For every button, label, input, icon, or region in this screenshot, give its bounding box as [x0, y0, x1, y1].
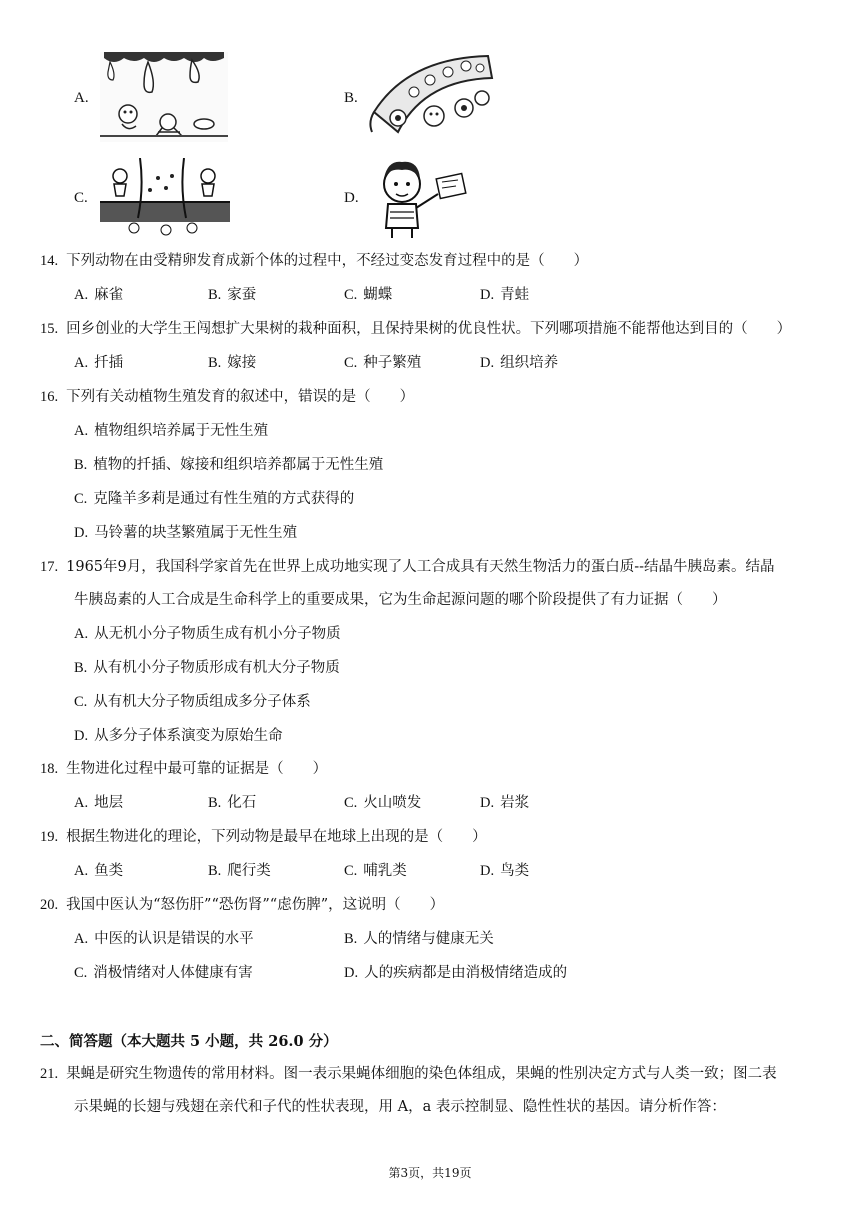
question-number: 18. [40, 761, 59, 777]
q17-option-b[interactable]: B. 从有机小分子物质形成有机大分子物质 [74, 660, 340, 676]
q15-option-a[interactable]: A. 扦插 [74, 355, 124, 371]
question-16 [40, 387, 414, 407]
q15-option-c[interactable]: C. 种子繁殖 [344, 355, 422, 371]
section-heading: 二、简答题（本大题共 5 小题，共 26.0 分） [40, 1033, 338, 1050]
q16-option-c[interactable]: C. 克隆羊多莉是通过有性生殖的方式获得的 [74, 491, 355, 507]
question-text: 下列动物在由受精卵发育成新个体的过程中，不经过变态发育过程中的是（ ） [66, 253, 589, 269]
question-number: 20. [40, 897, 59, 913]
q19-option-b[interactable]: B. 爬行类 [208, 863, 271, 879]
q20-option-d[interactable]: D. 人的疾病都是由消极情绪造成的 [344, 965, 568, 981]
question-text: 下列有关动植物生殖发育的叙述中，错误的是（ ） [66, 389, 415, 405]
q18-option-b[interactable]: B. 化石 [208, 795, 257, 811]
question-text: 回乡创业的大学生王闯想扩大果树的栽种面积，且保持果树的优良性状。下列哪项措施不能帮他达到目的（ ） [66, 321, 792, 337]
q18-option-c[interactable]: C. 火山喷发 [344, 795, 422, 811]
q20-option-a[interactable]: A. 中医的认识是错误的水平 [74, 931, 254, 947]
boy-holding-item-illustration-icon [368, 156, 474, 240]
question-number: 17. [40, 559, 59, 575]
question-number: 15. [40, 321, 59, 337]
option-b-label: B. [344, 90, 358, 106]
q17-option-d[interactable]: D. 从多分子体系演变为原始生命 [74, 728, 283, 744]
question-17-continued: 牛胰岛素的人工合成是生命科学上的重要成果，它为生命起源问题的哪个阶段提供了有力证据（ ） [74, 592, 727, 608]
q17-option-a[interactable]: A. 从无机小分子物质生成有机小分子物质 [74, 626, 341, 642]
blood-vessel-cells-illustration-icon [368, 52, 494, 144]
question-text: 根据生物进化的理论，下列动物是最早在地球上出现的是（ ） [66, 829, 487, 845]
question-18 [40, 759, 327, 779]
q16-option-b[interactable]: B. 植物的扦插、嫁接和组织培养都属于无性生殖 [74, 457, 384, 473]
question-number: 19. [40, 829, 59, 845]
q18-option-d[interactable]: D. 岩浆 [480, 795, 530, 811]
question-21-continued: 示果蝇的长翅与残翅在亲代和子代的性状表现，用 A，a 表示控制显、隐性性状的基因。请分析作答： [74, 1099, 726, 1115]
q14-option-b[interactable]: B. 家蚕 [208, 287, 257, 303]
question-text: 我国中医认为“怒伤肝”“恐伤肾”“虑伤脾”，这说明（ ） [66, 897, 445, 913]
q20-option-b[interactable]: B. 人的情绪与健康无关 [344, 931, 494, 947]
question-number: 16. [40, 389, 59, 405]
question-21 [40, 1064, 777, 1084]
q14-option-a[interactable]: A. 麻雀 [74, 287, 124, 303]
question-number: 14. [40, 253, 59, 269]
question-text: 1965年9月，我国科学家首先在世界上成功地实现了人工合成具有天然生物活力的蛋白质--结晶牛胰岛素。结晶 [66, 559, 775, 575]
question-14 [40, 251, 588, 271]
q19-option-a[interactable]: A. 鱼类 [74, 863, 124, 879]
question-text: 生物进化过程中最可靠的证据是（ ） [66, 761, 328, 777]
q17-option-c[interactable]: C. 从有机大分子物质组成多分子体系 [74, 694, 311, 710]
question-15 [40, 319, 791, 339]
option-d-label: D. [344, 190, 359, 206]
q16-option-d[interactable]: D. 马铃薯的块茎繁殖属于无性生殖 [74, 525, 298, 541]
question-19 [40, 827, 487, 847]
skin-hair-figures-illustration-icon [100, 158, 230, 238]
q19-option-c[interactable]: C. 哺乳类 [344, 863, 407, 879]
q15-option-d[interactable]: D. 组织培养 [480, 355, 559, 371]
page-footer: 第3页，共19页 [388, 1166, 472, 1180]
q15-option-b[interactable]: B. 嫁接 [208, 355, 257, 371]
option-c-label: C. [74, 190, 88, 206]
q14-option-d[interactable]: D. 青蛙 [480, 287, 530, 303]
q16-option-a[interactable]: A. 植物组织培养属于无性生殖 [74, 423, 269, 439]
q19-option-d[interactable]: D. 鸟类 [480, 863, 530, 879]
question-number: 21. [40, 1066, 59, 1082]
question-17 [40, 557, 775, 577]
water-drops-figures-illustration-icon [100, 52, 228, 142]
option-a-label: A. [74, 90, 89, 106]
q20-option-c[interactable]: C. 消极情绪对人体健康有害 [74, 965, 253, 981]
question-20 [40, 895, 444, 915]
q14-option-c[interactable]: C. 蝴蝶 [344, 287, 393, 303]
question-text: 果蝇是研究生物遗传的常用材料。图一表示果蝇体细胞的染色体组成，果蝇的性别决定方式与人类一致；图二表 [66, 1066, 777, 1082]
q18-option-a[interactable]: A. 地层 [74, 795, 124, 811]
